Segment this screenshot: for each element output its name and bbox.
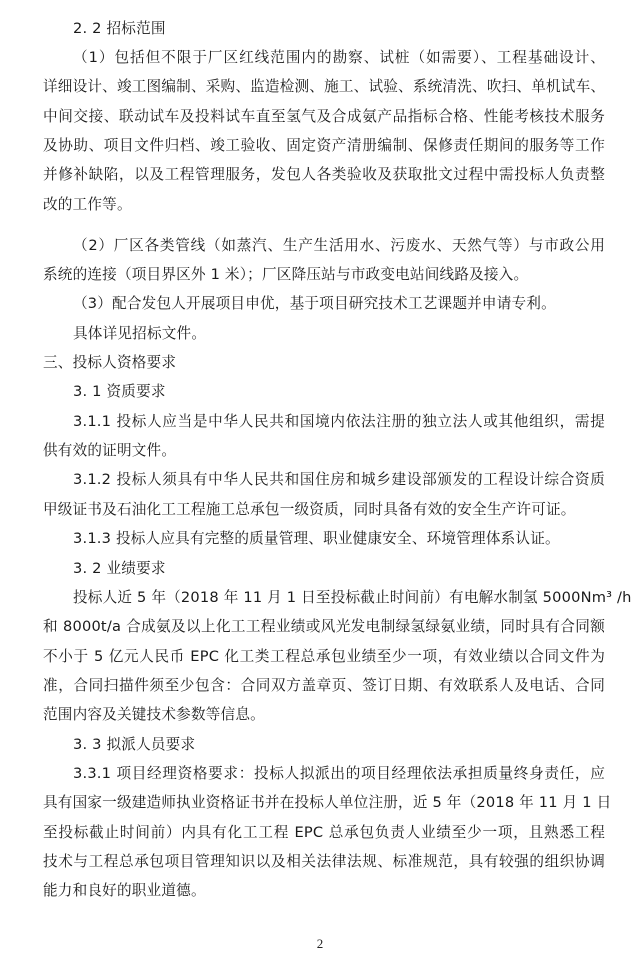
text-line: 能力和良好的职业道德。 (43, 882, 206, 899)
text-line: 至投标截止时间前）内具有化工工程 EPC 总承包负责人业绩至少一项，且熟悉工程 (43, 824, 605, 841)
text-line: 不小于 5 亿元人民币 EPC 化工类工程总承包业绩至少一项，有效业绩以合同文件为 (43, 648, 605, 665)
text-line: 供有效的证明文件。 (43, 442, 177, 459)
text-line: （1）包括但不限于厂区红线范围内的勘察、试桩（如需要）、工程基础设计、 (73, 49, 605, 66)
text-line: （3）配合发包人开展项目申优，基于项目研究技术工艺课题并申请专利。 (73, 295, 556, 312)
text-line: 3.1.2 投标人须具有中华人民共和国住房和城乡建设部颁发的工程设计综合资质 (73, 471, 605, 488)
text-line: 详细设计、竣工图编制、采购、监造检测、施工、试验、系统清洗、吹扫、单机试车、 (43, 78, 606, 95)
text-line: 及协助、项目文件归档、竣工验收、固定资产清册编制、保修责任期间的服务等工作 (43, 137, 605, 154)
text-line: 投标人近 5 年（2018 年 11 月 1 日至投标截止时间前）有电解水制氢 5000Nm³ /h (73, 589, 632, 606)
section-heading: 2. 2 招标范围 (73, 20, 166, 37)
text-line: 具体详见招标文件。 (73, 325, 207, 342)
text-line: （2）厂区各类管线（如蒸汽、生产生活用水、污废水、天然气等）与市政公用 (73, 237, 605, 254)
text-line: 3.1.1 投标人应当是中华人民共和国境内依法注册的独立法人或其他组织，需提 (73, 413, 605, 430)
section-heading: 三、投标人资格要求 (43, 354, 177, 371)
text-line: 具有国家一级建造师执业资格证书并在投标人单位注册，近 5 年（2018 年 11 月 1 日 (43, 794, 612, 811)
text-line: 技术与工程总承包项目管理知识以及相关法律法规、标准规范，具有较强的组织协调 (43, 853, 605, 870)
text-line: 准，合同扫描件须至少包含：合同双方盖章页、签订日期、有效联系人及电话、合同 (43, 677, 605, 694)
section-heading: 3. 1 资质要求 (73, 383, 166, 400)
text-line: 系统的连接（项目界区外 1 米）；厂区降压站与市政变电站间线路及接入。 (43, 266, 529, 283)
text-line: 3.1.3 投标人应具有完整的质量管理、职业健康安全、环境管理体系认证。 (73, 530, 560, 547)
text-line: 3.3.1 项目经理资格要求：投标人拟派出的项目经理依法承担质量终身责任，应 (73, 765, 605, 782)
section-heading: 3. 3 拟派人员要求 (73, 736, 196, 753)
text-line: 范围内容及关键技术参数等信息。 (43, 706, 265, 723)
page-number: 2 (316, 936, 324, 951)
text-line: 和 8000t/a 合成氨及以上化工工程业绩或风光发电制绿氢绿氨业绩，同时具有合同额 (43, 618, 605, 635)
text-line: 中间交接、联动试车及投料试车直至氢气及合成氨产品指标合格、性能考核技术服务 (43, 108, 605, 125)
text-line: 甲级证书及石油化工工程施工总承包一级资质，同时具备有效的安全生产许可证。 (43, 501, 576, 518)
text-line: 并修补缺陷，以及工程管理服务，发包人各类验收及获取批文过程中需投标人负责整 (43, 166, 605, 183)
section-heading: 3. 2 业绩要求 (73, 560, 166, 577)
text-line: 改的工作等。 (43, 196, 132, 213)
